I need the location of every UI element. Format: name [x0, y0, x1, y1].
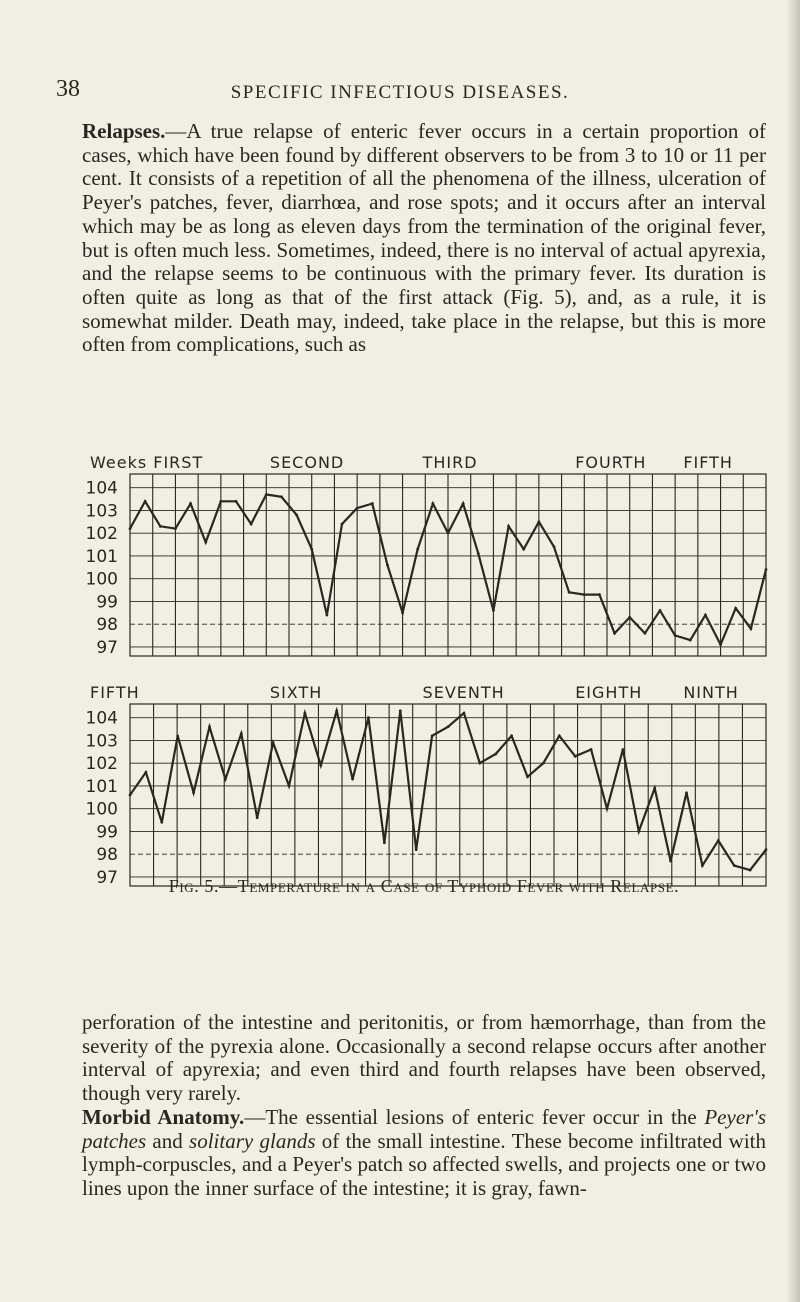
temperature-point	[613, 632, 616, 635]
temperature-point	[341, 523, 344, 526]
temperature-point	[447, 532, 450, 535]
paragraph-relapses	[82, 120, 766, 357]
week-label: FIFTH	[683, 453, 733, 472]
temperature-point	[144, 500, 147, 503]
temperature-point	[356, 507, 359, 510]
paragraph-continuation	[82, 1011, 766, 1106]
temperature-point	[598, 593, 601, 596]
temperature-point	[310, 548, 313, 551]
temperature-point	[734, 607, 737, 610]
paragraph-text: of the small intestine. These become infiltrated with lymph-corpuscles, and a Peyer's patch so affected swells, and projects one or two lines upon the inner surface of the intestine; it is gray, fawn-	[82, 1128, 766, 1201]
temperature-point	[590, 748, 593, 751]
temperature-point	[325, 614, 328, 617]
y-tick-label: 98	[96, 845, 118, 866]
week-label: THIRD	[422, 453, 478, 472]
temperature-point	[574, 755, 577, 758]
temperature-point	[583, 593, 586, 596]
temperature-point	[659, 609, 662, 612]
week-label: FOURTH	[575, 453, 647, 472]
chart-panel-1	[86, 453, 768, 658]
temperature-point	[462, 502, 465, 505]
temperature-point	[240, 732, 243, 735]
temperature-point	[295, 514, 298, 517]
temperature-point	[145, 771, 148, 774]
y-tick-label: 103	[85, 501, 118, 522]
temperature-point	[637, 830, 640, 833]
week-label: FIFTH	[90, 683, 140, 702]
temperature-point	[174, 527, 177, 530]
temperature-point	[250, 523, 253, 526]
temperature-point	[542, 762, 545, 765]
temperature-point	[477, 552, 480, 555]
temperature-point	[256, 816, 259, 819]
temperature-point	[765, 848, 768, 851]
temperature-point	[189, 502, 192, 505]
temperature-point	[463, 712, 466, 715]
y-tick-label: 102	[85, 524, 118, 545]
temperature-point	[568, 591, 571, 594]
y-tick-label: 104	[85, 478, 118, 499]
temperature-point	[478, 762, 481, 765]
temperature-point	[399, 709, 402, 712]
temperature-point	[280, 495, 283, 498]
temperature-point	[367, 716, 370, 719]
temperature-point	[606, 807, 609, 810]
temperature-point	[558, 734, 561, 737]
week-label: NINTH	[683, 683, 739, 702]
temperature-point	[669, 860, 672, 863]
y-tick-label: 101	[85, 546, 118, 567]
y-tick-label: 98	[96, 615, 118, 636]
paragraph-text: perforation of the intestine and peritonitis, or from hæmorrhage, than from the severity of the pyrexia alone. Occasionally a second relapse occurs after another interval of apyrexia; and even third and fourth relapses have been observed, though very rarely.	[82, 1010, 766, 1106]
y-tick-label: 100	[85, 799, 118, 820]
temperature-point	[431, 502, 434, 505]
temperature-point	[749, 627, 752, 630]
section-lead-morbid-anatomy: Morbid Anatomy.	[82, 1105, 245, 1129]
temperature-point	[526, 775, 529, 778]
temperature-point	[704, 614, 707, 617]
paragraph-morbid-anatomy	[82, 1106, 766, 1201]
temperature-point	[235, 500, 238, 503]
temperature-point	[749, 869, 752, 872]
week-label: SIXTH	[269, 683, 323, 702]
paragraph-text: —The essential lesions of enteric fever occur in the	[244, 1105, 705, 1129]
paragraph-text: and	[146, 1128, 190, 1153]
temperature-point	[510, 734, 513, 737]
temperature-point	[351, 778, 354, 781]
y-tick-label: 103	[85, 731, 118, 752]
temperature-point	[288, 785, 291, 788]
temperature-point	[371, 502, 374, 505]
temperature-point	[719, 643, 722, 646]
temperature-point	[204, 541, 207, 544]
temperature-point	[265, 493, 268, 496]
temperature-point	[674, 634, 677, 637]
y-tick-label: 100	[85, 569, 118, 590]
running-head: SPECIFIC INFECTIOUS DISEASES.	[230, 82, 570, 103]
paragraph-text: —A true relapse of enteric fever occurs in a certain proportion of cases, which have been found by different observers to be from 3 to 10 or 11 per cent. It consists of a repetition of all the phenomena of the illness, ulceration of Peyer's patches, fever, diarrhœa, and rose spots; and it occurs after an interval which may be as long as eleven days from the termination of the original fever, but is often much less. Sometimes, indeed, there is no interval of actual apyrexia, and the relapse seems to be continuous with the primary fever. Its duration is often quite as long as that of the first attack (Fig. 5), and, as a rule, it is somewhat milder. Death may, indeed, take place in the relapse, but this is more often from complications, such as	[82, 119, 766, 357]
temperature-point	[553, 545, 556, 548]
temperature-point	[653, 787, 656, 790]
temperature-point	[494, 753, 497, 756]
temperature-line	[130, 711, 766, 870]
temperature-point	[224, 778, 227, 781]
figure-caption: Fig. 5.—Temperature in a Case of Typhoid Fever with Relapse.	[168, 876, 680, 896]
temperature-point	[622, 748, 625, 751]
temperature-point	[447, 725, 450, 728]
temperature-point	[192, 791, 195, 794]
temperature-point	[628, 616, 631, 619]
temperature-point	[507, 525, 510, 528]
temperature-point	[219, 500, 222, 503]
temperature-point	[319, 764, 322, 767]
temperature-point	[685, 791, 688, 794]
italic-term: solitary glands	[189, 1128, 316, 1153]
temperature-point	[335, 709, 338, 712]
temperature-point	[304, 712, 307, 715]
y-tick-label: 97	[96, 637, 118, 658]
temperature-point	[537, 520, 540, 523]
y-tick-label: 102	[85, 754, 118, 775]
temperature-point	[701, 864, 704, 867]
temperature-point	[401, 611, 404, 614]
temperature-point	[415, 848, 418, 851]
y-tick-label: 99	[96, 592, 118, 613]
temperature-point	[208, 725, 211, 728]
italic-term: Peyer's patches	[82, 1105, 766, 1153]
temperature-point	[383, 841, 386, 844]
temperature-point	[492, 609, 495, 612]
page-number: 38	[56, 76, 80, 102]
week-label: Weeks FIRST	[90, 453, 204, 472]
y-tick-label: 97	[96, 867, 118, 888]
temperature-point	[129, 527, 132, 530]
temperature-point	[160, 821, 163, 824]
temperature-point	[765, 568, 768, 571]
week-label: SEVENTH	[422, 683, 505, 702]
y-tick-label: 101	[85, 776, 118, 797]
temperature-point	[643, 632, 646, 635]
y-tick-label: 104	[85, 708, 118, 729]
temperature-point	[176, 734, 179, 737]
page-edge-shadow	[786, 0, 800, 1302]
temperature-point	[717, 839, 720, 842]
temperature-point	[129, 794, 132, 797]
section-lead-relapses: Relapses.	[82, 119, 166, 143]
temperature-point	[733, 864, 736, 867]
y-tick-label: 99	[96, 822, 118, 843]
chart-panel-2	[86, 683, 768, 888]
temperature-point	[159, 525, 162, 528]
temperature-point	[522, 548, 525, 551]
week-label: SECOND	[269, 453, 345, 472]
temperature-point	[272, 741, 275, 744]
temperature-point	[416, 548, 419, 551]
week-label: EIGHTH	[575, 683, 643, 702]
temperature-point	[689, 639, 692, 642]
temperature-point	[431, 734, 434, 737]
temperature-point	[386, 564, 389, 567]
